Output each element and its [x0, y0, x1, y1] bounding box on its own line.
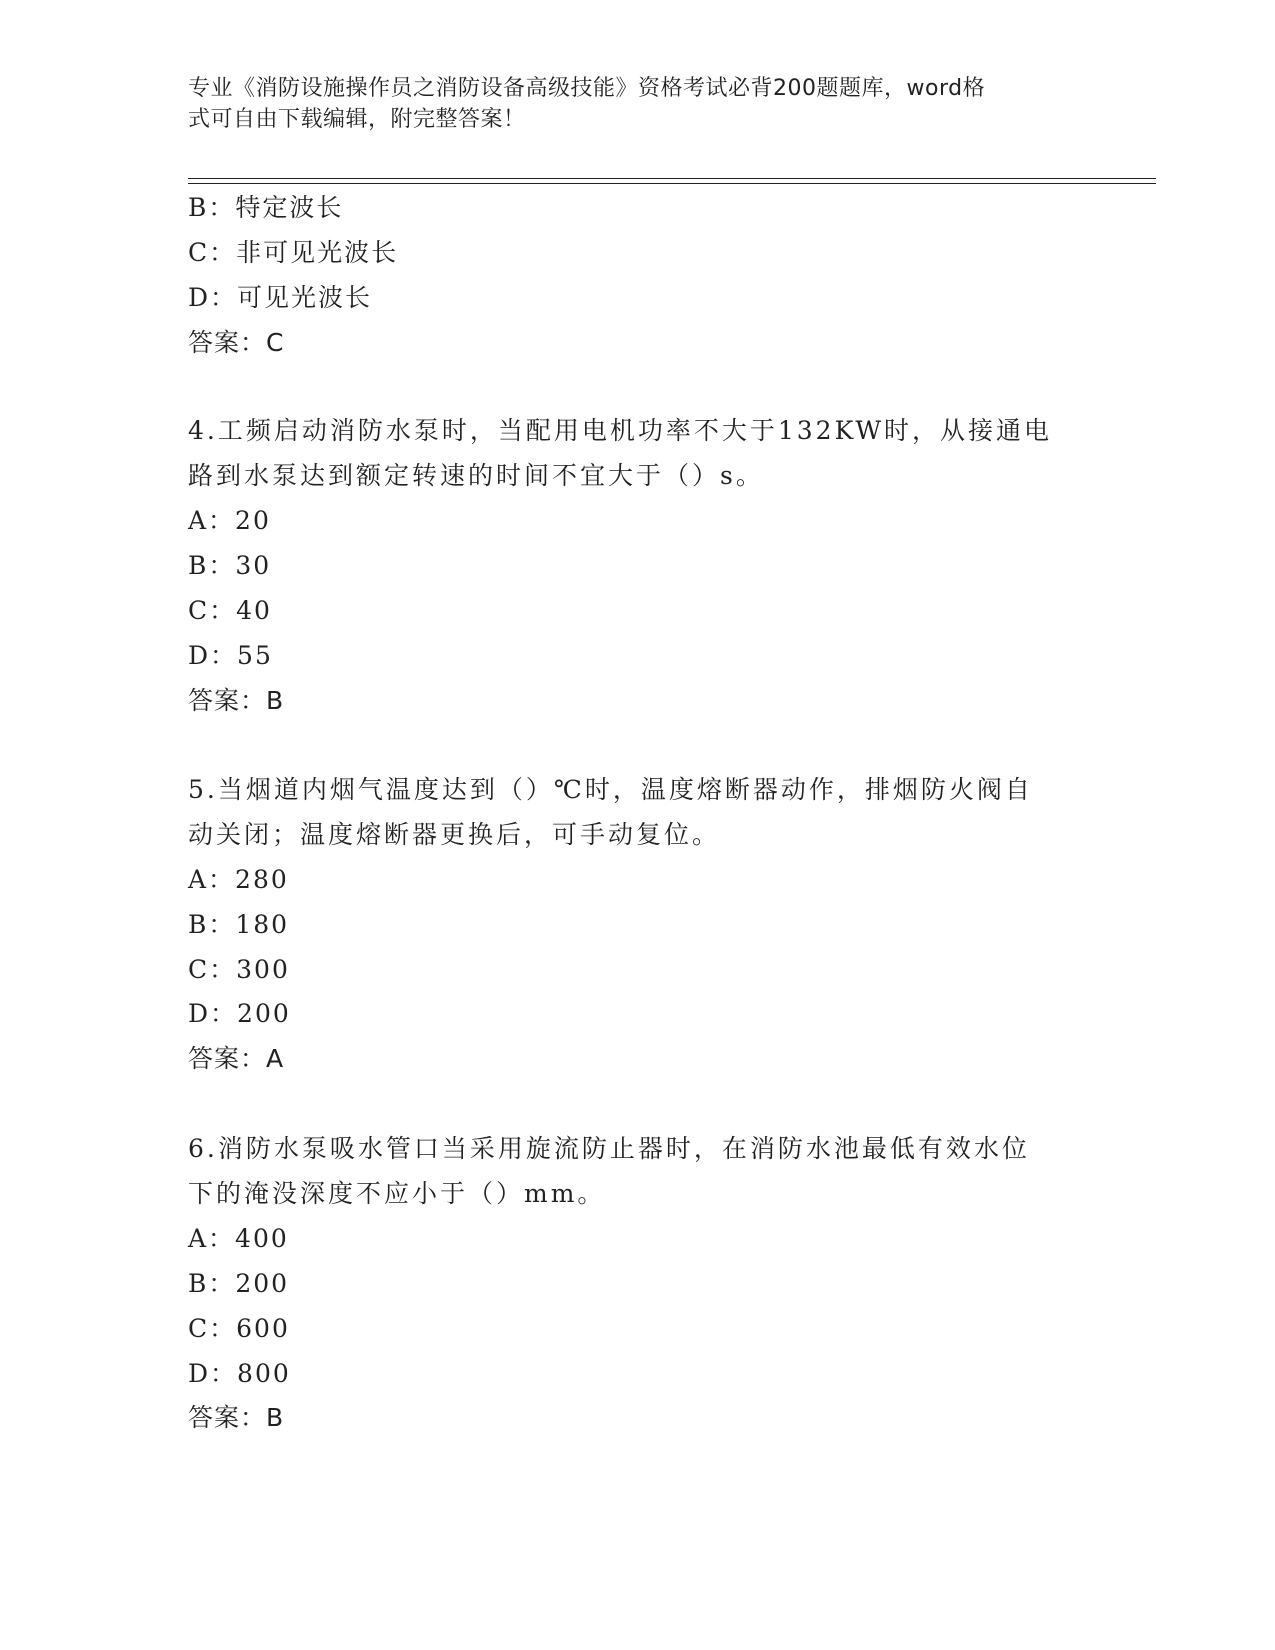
q6-option-d: D：800: [188, 1359, 291, 1388]
q5-option-a: A：280: [188, 865, 289, 894]
q4-option-d: D：55: [188, 641, 273, 670]
q5-text-line-1: 5.当烟道内烟气温度达到（）℃时，温度熔断器动作，排烟防火阀自: [188, 775, 1033, 804]
q3-option-c: C：非可见光波长: [188, 238, 399, 267]
q6-option-b: B：200: [188, 1269, 290, 1298]
q4-text-line-1: 4.工频启动消防水泵时，当配用电机功率不大于132KW时，从接通电: [188, 416, 1053, 445]
document-header: [188, 73, 1078, 135]
q4-option-c: C：40: [188, 596, 272, 625]
q4-option-b: B：30: [188, 551, 272, 580]
q5-text-line-2: 动关闭；温度熔断器更换后，可手动复位。: [188, 820, 721, 849]
q6-answer: 答案：B: [188, 1403, 285, 1432]
header-line-1: 专业《消防设施操作员之消防设备高级技能》资格考试必背200题题库，word格: [188, 76, 986, 101]
q6-option-a: A：400: [188, 1224, 289, 1253]
q4-text-line-2: 路到水泵达到额定转速的时间不宜大于（）s。: [188, 461, 764, 490]
q5-option-b: B：180: [188, 910, 290, 939]
q3-option-d: D：可见光波长: [188, 283, 373, 312]
header-line-2: 式可自由下载编辑，附完整答案！: [188, 107, 526, 132]
q5-option-c: C：300: [188, 955, 290, 984]
header-divider-bottom: [188, 183, 1156, 184]
q6-option-c: C：600: [188, 1314, 290, 1343]
q5-option-d: D：200: [188, 999, 291, 1028]
q4-option-a: A：20: [188, 506, 271, 535]
q6-text-line-1: 6.消防水泵吸水管口当采用旋流防止器时，在消防水池最低有效水位: [188, 1134, 1030, 1163]
q5-answer: 答案：A: [188, 1044, 285, 1073]
q6-text-line-2: 下的淹没深度不应小于（）mm。: [188, 1179, 606, 1208]
q3-answer: 答案：C: [188, 328, 285, 357]
q3-option-b: B：特定波长: [188, 193, 344, 222]
header-divider-top: [188, 178, 1156, 179]
q4-answer: 答案：B: [188, 686, 285, 715]
